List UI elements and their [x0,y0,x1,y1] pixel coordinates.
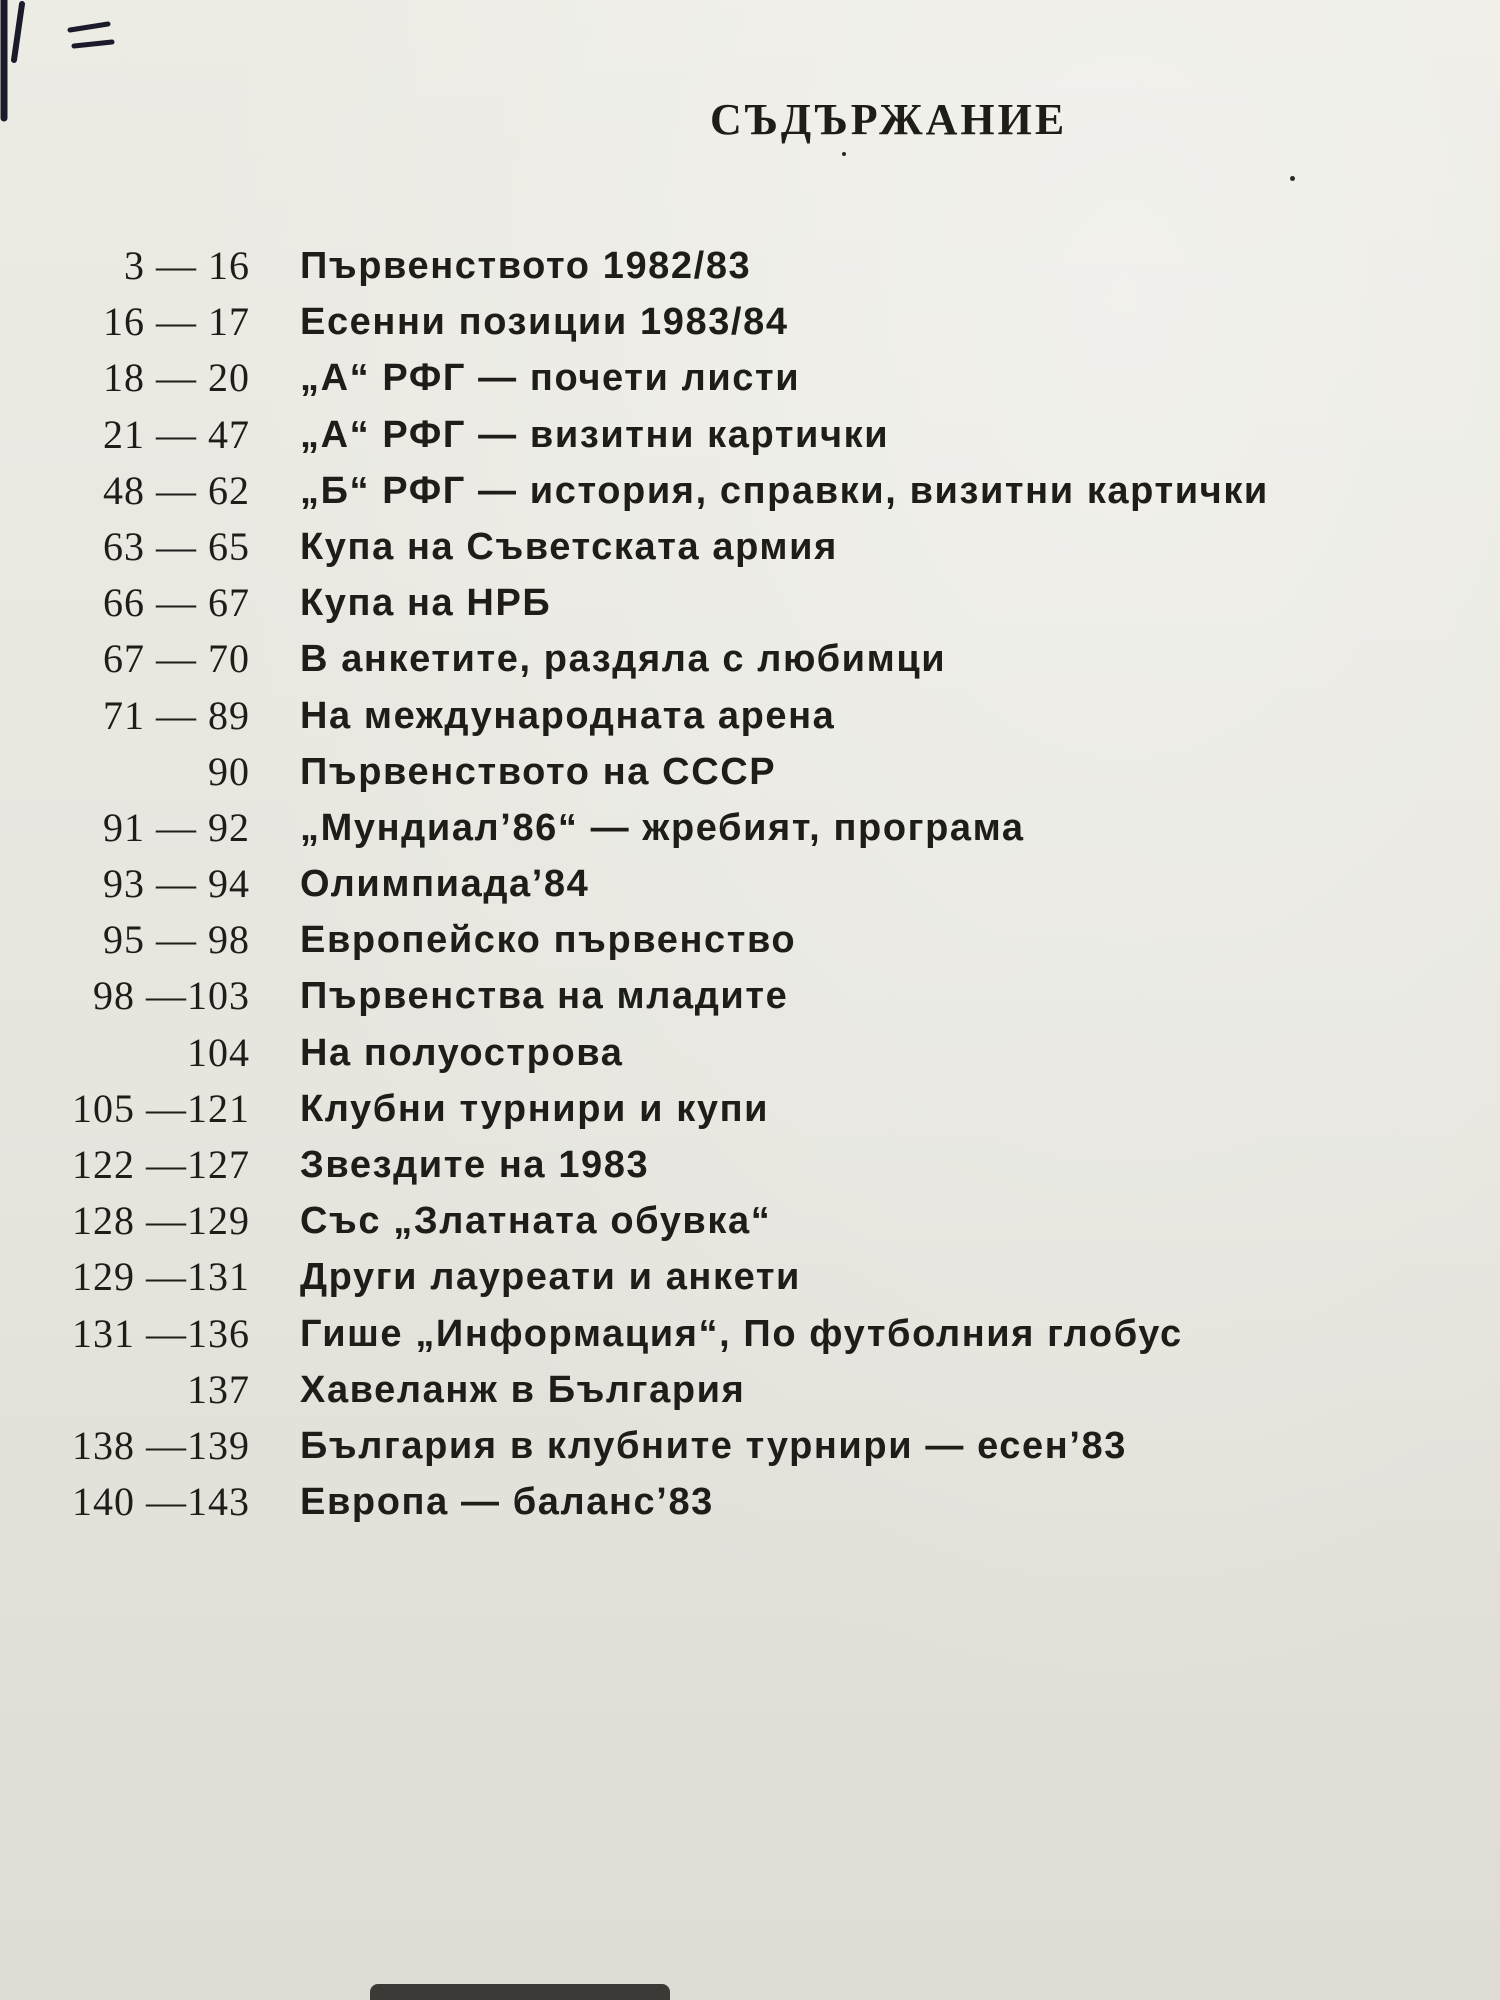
toc-entry-label: На международната арена [300,694,836,737]
toc-entry-label: Първенството на СССР [300,750,777,793]
toc-entry-label: Със „Златната обувка“ [300,1200,772,1243]
toc-entry-pages: 105 —121 [72,1085,250,1131]
toc-entry-label: Олимпиада’84 [300,863,590,906]
toc-entry [0,912,1400,968]
toc-entry-pages: 48 — 62 [103,467,250,513]
toc-entry [0,968,1400,1024]
toc-entry-pages: 66 — 67 [103,580,250,626]
toc-entry-pages: 3 — 16 [124,243,250,288]
toc-entry-pages: 122 —127 [72,1142,250,1187]
toc-entry-pages: 131 —136 [72,1310,250,1356]
toc-entry [0,294,1400,350]
toc-entry [0,463,1400,519]
toc-entry-pages: 90 [208,748,250,794]
toc-entry-label: На полуострова [300,1031,624,1074]
toc-entry-label: Хавеланж в България [300,1368,746,1411]
paper-speck [1290,176,1295,181]
toc-entry [0,519,1400,575]
toc-entry-pages: 67 — 70 [103,636,250,682]
toc-entry-pages: 91 — 92 [103,804,250,850]
toc-entry-label: „Мундиал’86“ — жребият, програма [300,806,1025,849]
toc-entry [0,575,1400,631]
toc-entry-label: „А“ РФГ — визитни картички [300,413,890,456]
toc-entry-label: Първенството 1982/83 [300,245,752,287]
toc-entry-pages: 129 —131 [72,1254,250,1300]
toc-entry [0,1249,1400,1305]
cut-off-bottom-text [370,1984,670,2000]
toc-entry-pages: 71 — 89 [103,692,250,738]
toc-entry-label: Европа — баланс’83 [300,1481,714,1524]
toc-entry-pages: 140 —143 [72,1479,250,1525]
toc-entry-pages: 21 — 47 [103,411,250,457]
toc-entry-label: Европейско първенство [300,919,797,962]
toc-entry [0,1137,1400,1193]
toc-entry-pages: 95 — 98 [103,917,250,963]
toc-entry-pages: 128 —129 [72,1198,250,1244]
toc-entry-label: Гише „Информация“, По футболния глобус [300,1312,1183,1355]
toc-entry [0,1418,1400,1474]
toc-entry-pages: 63 — 65 [103,523,250,569]
table-of-contents [0,238,1400,1530]
toc-entry-label: „Б“ РФГ — история, справки, визитни картички [300,469,1269,512]
toc-entry [0,407,1400,463]
handwritten-pen-mark [0,0,140,140]
toc-entry-pages: 138 —139 [72,1422,250,1468]
toc-entry [0,350,1400,406]
toc-entry-label: Есенни позиции 1983/84 [300,301,789,344]
toc-entry [0,856,1400,912]
toc-entry-pages: 16 — 17 [103,299,250,345]
toc-entry-pages: 137 [187,1366,250,1412]
toc-entry [0,1474,1400,1530]
toc-entry [0,744,1400,800]
toc-entry [0,1362,1400,1418]
toc-entry-pages: 104 [187,1029,250,1075]
toc-entry-label: Клубни турнири и купи [300,1087,770,1130]
toc-entry-label: Купа на Съветската армия [300,525,838,568]
toc-entry-pages: 18 — 20 [103,355,250,401]
toc-entry [0,1306,1400,1362]
toc-entry-label: Първенства на младите [300,975,789,1018]
toc-entry-label: В анкетите, раздяла с любимци [300,638,947,681]
toc-entry-label: Други лауреати и анкети [300,1256,802,1299]
toc-entry-pages: 98 —103 [93,973,250,1019]
toc-entry-pages: 93 — 94 [103,861,250,907]
paper-speck [842,152,846,156]
toc-entry-label: България в клубните турнири — есен’83 [300,1424,1127,1467]
toc-entry [0,631,1400,687]
toc-entry [0,1081,1400,1137]
toc-entry [0,800,1400,856]
toc-entry [0,688,1400,744]
toc-entry [0,1193,1400,1249]
toc-entry-label: Звездите на 1983 [300,1144,650,1186]
toc-entry [0,238,1400,294]
toc-entry [0,1025,1400,1081]
page-title: СЪДЪРЖАНИЕ [710,95,1068,144]
toc-entry-label: „А“ РФГ — почети листи [300,357,801,400]
toc-entry-label: Купа на НРБ [300,582,552,625]
